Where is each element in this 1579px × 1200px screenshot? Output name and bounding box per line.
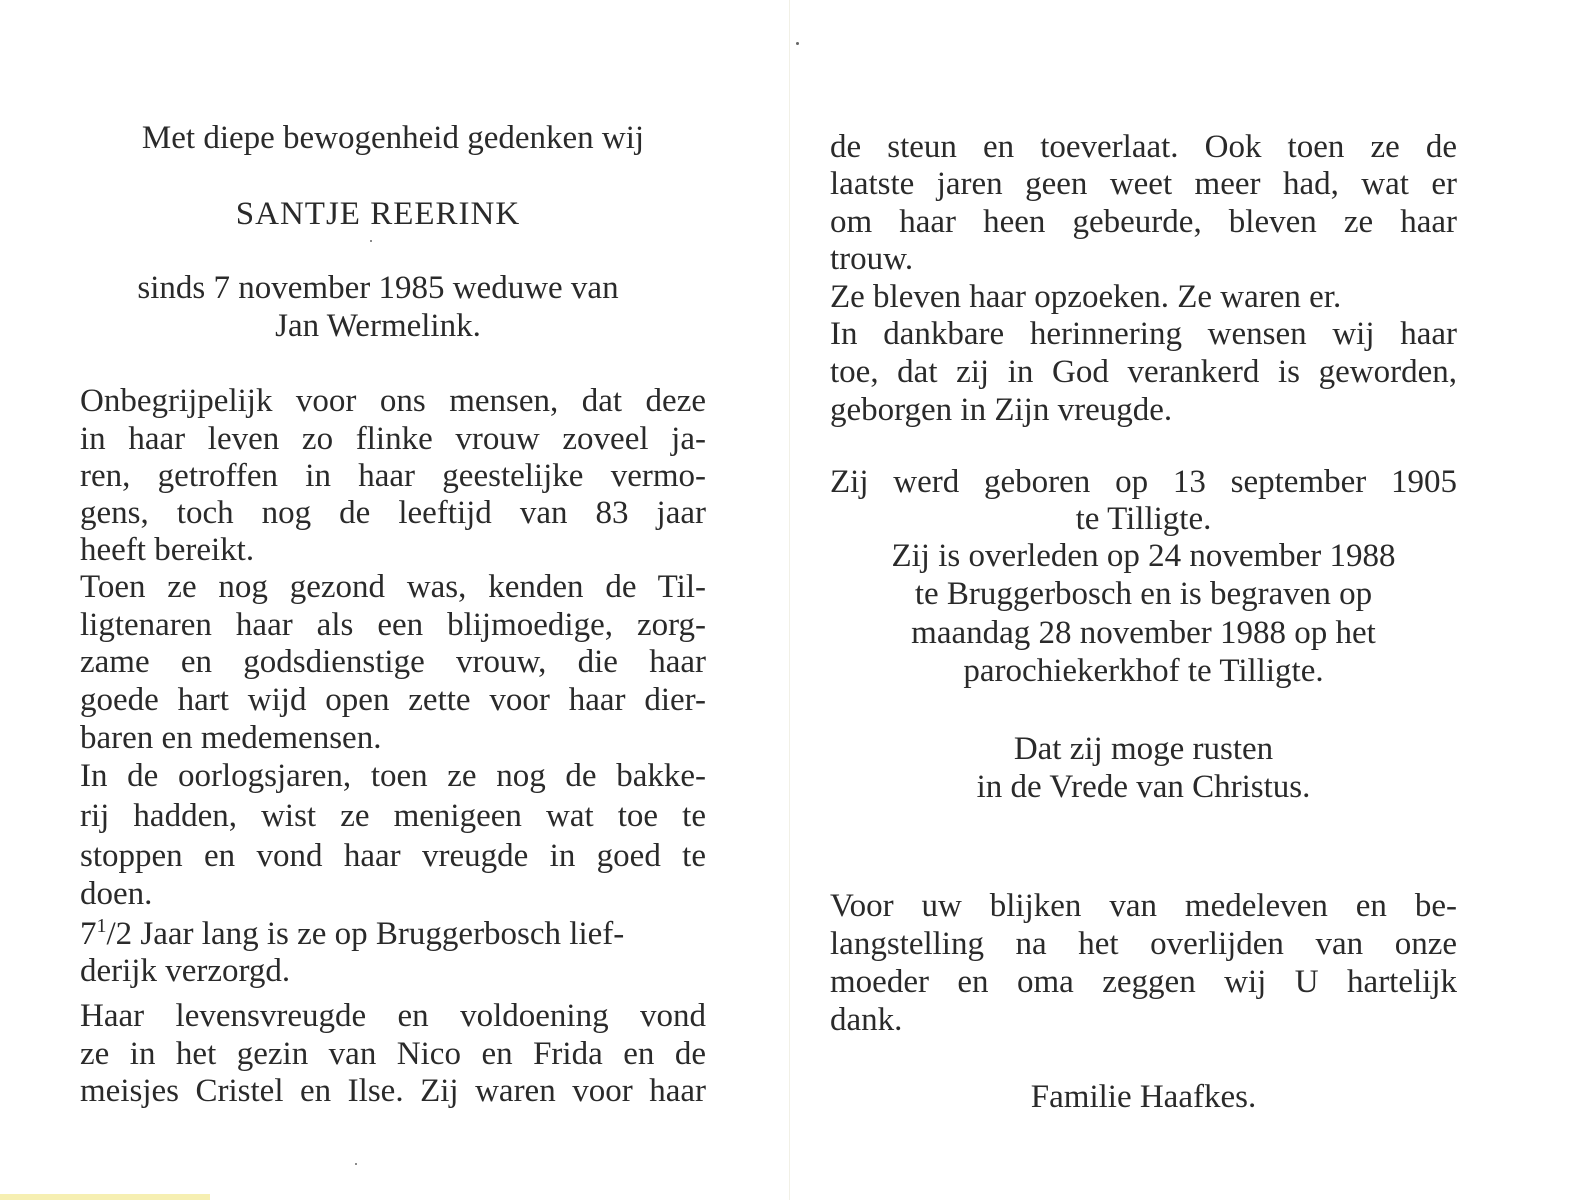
birth-line: Zij werd geboren op 13 september 1905	[830, 464, 1457, 500]
thanks-line: Voor uw blijken van medeleven en be-	[830, 888, 1457, 924]
fraction-numerator: 1	[96, 915, 107, 937]
body-line: Toen ze nog gezond was, kenden de Til-	[80, 569, 706, 605]
widow-line-2: Jan Wermelink.	[275, 308, 481, 344]
signature: Familie Haafkes.	[1030, 1079, 1257, 1115]
fraction-line	[80, 914, 706, 954]
death-line: Zij is overleden op 24 november 1988	[891, 538, 1396, 574]
body-line: In de oorlogsjaren, toen ze nog de bakke-	[80, 758, 706, 794]
body-line: geborgen in Zijn vreugde.	[830, 392, 1173, 428]
body-line: heeft bereikt.	[80, 532, 255, 568]
thanks-line: langstelling na het overlijden van onze	[830, 926, 1457, 962]
body-line: zame en godsdienstige vrouw, die haar	[80, 644, 706, 680]
paper-speck	[355, 1163, 357, 1165]
body-line: derijk verzorgd.	[80, 953, 291, 989]
body-line: in haar leven zo flinke vrouw zoveel ja-	[80, 421, 706, 457]
paper-speck	[796, 42, 799, 45]
thanks-line: moeder en oma zeggen wij U hartelijk	[830, 964, 1457, 1000]
burial-line-3: parochiekerkhof te Tilligte.	[963, 653, 1324, 689]
body-line: Jaar lang is ze op Bruggerbosch lief-	[140, 916, 625, 952]
body-line: Ze bleven haar opzoeken. Ze waren er.	[830, 279, 1342, 315]
intro-line: Met diepe bewogenheid gedenken wij	[141, 120, 645, 156]
body-line: stoppen en vond haar vreugde in goed te	[80, 838, 706, 874]
deceased-name: SANTJE REERINK	[235, 196, 521, 232]
body-line: laatste jaren geen weet meer had, wat er	[830, 166, 1457, 202]
burial-line-2: maandag 28 november 1988 op het	[911, 615, 1376, 651]
widow-line-1: sinds 7 november 1985 weduwe van	[137, 270, 619, 306]
body-line: trouw.	[830, 241, 914, 277]
paper-speck	[370, 240, 372, 242]
body-line: baren en medemensen.	[80, 720, 382, 756]
birthplace-line: te Tilligte.	[1075, 501, 1212, 537]
body-line: toe, dat zij in God verankerd is geworden,	[830, 354, 1457, 390]
body-line: ligtenaren haar als een blijmoedige, zorg-	[80, 607, 706, 643]
body-line: goede hart wijd open zette voor haar dier-	[80, 682, 706, 718]
body-line: gens, toch nog de leeftijd van 83 jaar	[80, 495, 706, 531]
body-line: Onbegrijpelijk voor ons mensen, dat deze	[80, 383, 706, 419]
prayer-line-1: Dat zij moge rusten	[1013, 731, 1274, 767]
body-line: ze in het gezin van Nico en Frida en de	[80, 1036, 706, 1072]
body-line: ren, getroffen in haar geestelijke vermo-	[80, 458, 706, 494]
body-line: meisjes Cristel en Ilse. Zij waren voor haar	[80, 1073, 706, 1109]
body-line: doen.	[80, 876, 153, 912]
fraction-denominator: /2	[106, 916, 133, 952]
thanks-line: dank.	[830, 1002, 903, 1038]
card-fold	[789, 0, 790, 1200]
fraction-whole: 7	[80, 916, 97, 952]
body-line: de steun en toeverlaat. Ook toen ze de	[830, 129, 1457, 165]
burial-line-1: te Bruggerbosch en is begraven op	[914, 576, 1373, 612]
body-line: om haar heen gebeurde, bleven ze haar	[830, 204, 1457, 240]
body-line: Haar levensvreugde en voldoening vond	[80, 998, 706, 1034]
body-line: In dankbare herinnering wensen wij haar	[830, 316, 1457, 352]
paper-edge	[0, 1194, 210, 1200]
prayer-line-2: in de Vrede van Christus.	[976, 769, 1311, 805]
body-line: rij hadden, wist ze menigeen wat toe te	[80, 798, 706, 834]
